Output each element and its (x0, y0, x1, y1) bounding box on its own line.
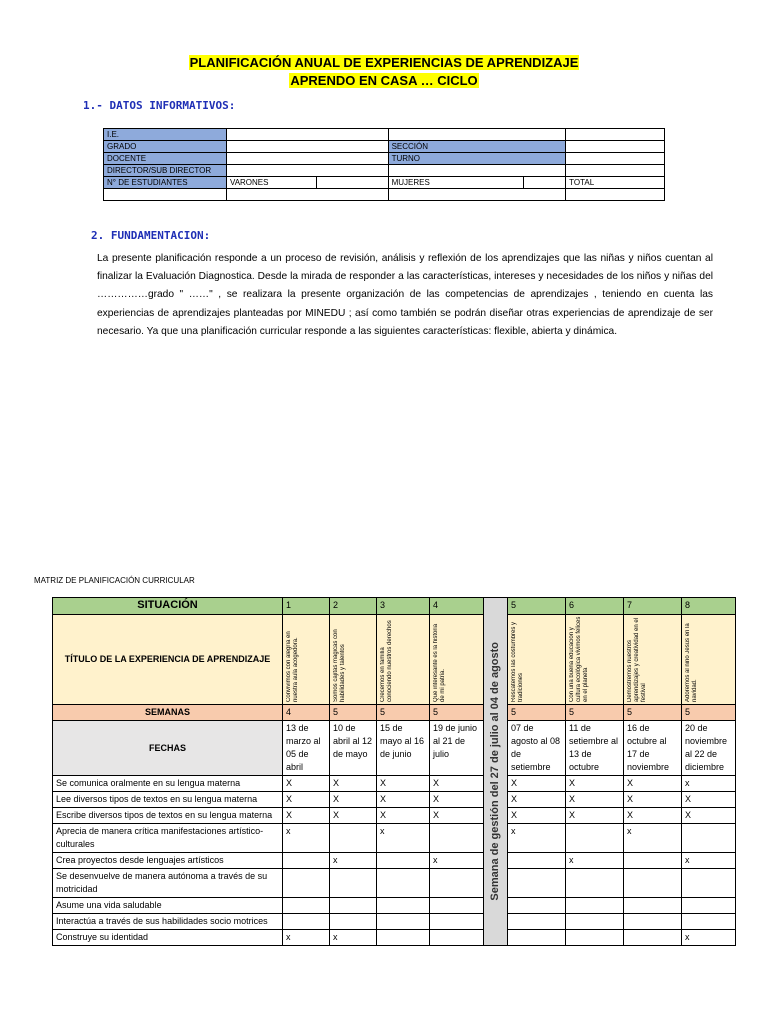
semanas-value: 5 (624, 705, 682, 721)
varones-label: VARONES (226, 177, 316, 189)
ie-value-3[interactable] (566, 129, 665, 141)
competencia-mark[interactable]: X (283, 776, 330, 792)
competencia-mark[interactable]: x (283, 930, 330, 946)
ie-label: I.E. (104, 129, 227, 141)
situacion-row (53, 598, 736, 615)
competencia-mark[interactable] (624, 914, 682, 930)
competencia-mark[interactable]: X (330, 792, 377, 808)
experience-number: 8 (682, 598, 736, 615)
fecha-value: 19 de junio al 21 de julio (430, 721, 484, 776)
competencia-mark[interactable]: X (430, 808, 484, 824)
experience-title-cell (377, 615, 430, 705)
competencia-mark[interactable] (508, 869, 566, 898)
fundamentacion-paragraph: La presente planificación responde a un proceso de revisión, análisis y reflexión de los aprendizajes que las niñas y niños cuentan al finalizar la Evaluación Diagnostica. Desde la mirada de responder a las características, intereses y necesidades de los niños y niñas del ……………grado " ……" , se realizara la presente organización de las competencias de aprendizajes , teniendo en cuenta las experiencias de aprendizajes planteadas por MINEDU ; así como también se podrán diseñar otras experiencias de aprendizaje de ser necesario. Ya que una planificación curricular responde a las siguientes características: flexible, abierta y dinámica. (97, 253, 713, 337)
curricular-matrix-table (52, 597, 736, 946)
competencia-mark[interactable]: x (508, 824, 566, 853)
situacion-label: SITUACIÓN (53, 598, 283, 615)
competencia-mark[interactable]: X (430, 776, 484, 792)
competencia-mark[interactable] (283, 898, 330, 914)
competencia-name: Aprecia de manera crítica manifestaciones artístico-culturales (53, 824, 283, 853)
semanas-value: 4 (283, 705, 330, 721)
experience-title: Con una buena educación y cultura ecológica vivimos felices en el planeta (569, 616, 589, 702)
competencia-mark[interactable]: X (624, 792, 682, 808)
experience-number: 3 (377, 598, 430, 615)
empty-cell (388, 189, 566, 201)
competencia-mark[interactable]: X (624, 776, 682, 792)
competencia-mark[interactable]: X (283, 808, 330, 824)
semanas-value: 5 (377, 705, 430, 721)
competencia-mark[interactable]: X (682, 808, 736, 824)
section-2-heading: 2. FUNDAMENTACION: (91, 229, 211, 242)
titulo-label-text: TÍTULO DE LA EXPERIENCIA DE APRENDIZAJE (64, 654, 271, 664)
director-value-3[interactable] (566, 165, 665, 177)
experience-title-cell (330, 615, 377, 705)
separator-wrap (484, 598, 507, 945)
section-1-heading: 1.- DATOS INFORMATIVOS: (83, 99, 236, 112)
titulo-row (53, 615, 736, 705)
competencia-name: Se comunica oralmente en su lengua materna (53, 776, 283, 792)
fecha-value: 10 de abril al 12 de mayo (330, 721, 377, 776)
estudiantes-label: N° DE ESTUDIANTES (104, 177, 227, 189)
competencia-mark[interactable] (377, 930, 430, 946)
competencia-mark[interactable]: X (682, 792, 736, 808)
semanas-value: 5 (430, 705, 484, 721)
competencia-name: Lee diversos tipos de textos en su lengua materna (53, 792, 283, 808)
docente-value[interactable] (226, 153, 388, 165)
competencia-mark[interactable]: x (682, 853, 736, 869)
experience-number: 4 (430, 598, 484, 615)
empty-cell (226, 189, 388, 201)
competencia-mark[interactable] (283, 914, 330, 930)
fecha-value: 20 de noviembre al 22 de diciembre (682, 721, 736, 776)
experience-title: Convivimos con alegría en nuestra aula acogedora. (286, 631, 299, 702)
competencia-mark[interactable] (508, 898, 566, 914)
competencia-mark[interactable] (430, 914, 484, 930)
grado-value[interactable] (226, 141, 388, 153)
experience-title-cell (430, 615, 484, 705)
semanas-value: 5 (330, 705, 377, 721)
turno-label: TURNO (388, 153, 566, 165)
competencia-mark[interactable] (566, 930, 624, 946)
semanas-row (53, 705, 736, 721)
title-line-2: APRENDO EN CASA … CICLO (290, 73, 478, 88)
competencia-mark[interactable] (508, 930, 566, 946)
competencia-mark[interactable]: x (682, 776, 736, 792)
competencia-mark[interactable] (682, 824, 736, 853)
datos-informativos-table (103, 128, 665, 201)
competencia-mark[interactable] (377, 914, 430, 930)
director-value-2[interactable] (388, 165, 566, 177)
director-label: DIRECTOR/SUB DIRECTOR (104, 165, 227, 177)
competencia-mark[interactable]: X (508, 792, 566, 808)
competencia-mark[interactable] (624, 930, 682, 946)
competencia-mark[interactable]: x (330, 930, 377, 946)
titulo-label (53, 615, 283, 705)
competencia-mark[interactable]: X (508, 776, 566, 792)
competencia-mark[interactable]: X (430, 792, 484, 808)
competencia-row (53, 869, 736, 898)
fecha-value: 16 de octubre al 17 de noviembre (624, 721, 682, 776)
competencia-mark[interactable] (682, 914, 736, 930)
title-line-1: PLANIFICACIÓN ANUAL DE EXPERIENCIAS DE APRENDIZAJE (189, 55, 579, 70)
experience-title-cell (283, 615, 330, 705)
experience-number: 1 (283, 598, 330, 615)
competencia-mark[interactable]: x (377, 824, 430, 853)
competencia-mark[interactable]: x (430, 853, 484, 869)
competencia-mark[interactable] (430, 930, 484, 946)
competencia-mark[interactable]: X (377, 808, 430, 824)
total-label: TOTAL (566, 177, 665, 189)
semanas-value: 5 (566, 705, 624, 721)
fecha-value: 13 de marzo al 05 de abril (283, 721, 330, 776)
competencia-name: Interactúa a través de sus habilidades socio motrices (53, 914, 283, 930)
experience-title: Somos cajitas mágicas con habilidades y talentos (333, 629, 346, 702)
grado-label: GRADO (104, 141, 227, 153)
competencia-mark[interactable] (330, 869, 377, 898)
fecha-value: 15 de mayo al 16 de junio (377, 721, 430, 776)
experience-title-cell (566, 615, 624, 705)
competencia-row (53, 808, 736, 824)
fecha-value: 07 de agosto al 08 de setiembre (508, 721, 566, 776)
competencia-mark[interactable]: x (330, 853, 377, 869)
competencia-mark[interactable]: X (508, 808, 566, 824)
competencia-mark[interactable] (624, 853, 682, 869)
experience-number: 2 (330, 598, 377, 615)
experience-number: 7 (624, 598, 682, 615)
varones-value[interactable] (316, 177, 388, 189)
empty-cell (566, 189, 665, 201)
competencia-mark[interactable] (508, 914, 566, 930)
competencia-row (53, 776, 736, 792)
fechas-label-text: FECHAS (148, 742, 186, 753)
semanas-value: 5 (508, 705, 566, 721)
competencia-mark[interactable] (566, 869, 624, 898)
competencia-mark[interactable]: x (566, 853, 624, 869)
empty-cell (104, 189, 227, 201)
competencia-mark[interactable]: X (377, 776, 430, 792)
competencia-mark[interactable] (682, 898, 736, 914)
fechas-row (53, 721, 736, 776)
competencia-mark[interactable] (682, 869, 736, 898)
seccion-label: SECCIÓN (388, 141, 566, 153)
competencia-mark[interactable] (624, 898, 682, 914)
competencia-mark[interactable]: X (283, 792, 330, 808)
competencia-mark[interactable] (566, 898, 624, 914)
competencia-mark[interactable] (330, 898, 377, 914)
competencia-mark[interactable]: X (566, 776, 624, 792)
experience-title: Demostremos nuestros aprendizajes y creatividad en el festival (627, 617, 647, 702)
competencia-mark[interactable] (377, 898, 430, 914)
ie-value[interactable] (226, 129, 388, 141)
fechas-label (53, 721, 283, 776)
competencia-mark[interactable]: x (283, 824, 330, 853)
competencia-row (53, 853, 736, 869)
competencia-mark[interactable] (377, 853, 430, 869)
competencia-mark[interactable] (566, 914, 624, 930)
seccion-value[interactable] (566, 141, 665, 153)
experience-title: Que interesante es la historia de mi patria. (433, 623, 446, 702)
competencia-mark[interactable] (377, 869, 430, 898)
director-value[interactable] (226, 165, 388, 177)
competencia-row (53, 792, 736, 808)
competencia-mark[interactable]: x (682, 930, 736, 946)
experience-title: Adoremos al niño Jesús en la navidad. (685, 623, 698, 702)
competencia-row (53, 824, 736, 853)
experience-title-cell (624, 615, 682, 705)
competencia-mark[interactable] (624, 869, 682, 898)
competencia-name: Construye su identidad (53, 930, 283, 946)
competencia-mark[interactable] (283, 853, 330, 869)
mujeres-label: MUJERES (388, 177, 524, 189)
competencia-mark[interactable]: X (566, 808, 624, 824)
ie-value-2[interactable] (388, 129, 566, 141)
competencia-name: Asume una vida saludable (53, 898, 283, 914)
competencia-mark[interactable] (566, 824, 624, 853)
competencia-mark[interactable]: X (330, 808, 377, 824)
experience-title-cell (508, 615, 566, 705)
competencia-mark[interactable]: X (624, 808, 682, 824)
separator-text: Semana de gestión del 27 de julio al 04 de agosto (489, 642, 501, 901)
competencia-mark[interactable]: X (566, 792, 624, 808)
turno-value[interactable] (566, 153, 665, 165)
competencia-name: Escribe diversos tipos de textos en su lengua materna (53, 808, 283, 824)
experience-title: Crecemos en familia conociendo nuestros derechos (380, 620, 393, 702)
competencia-mark[interactable] (330, 914, 377, 930)
mujeres-value[interactable] (524, 177, 566, 189)
competencia-mark[interactable]: x (624, 824, 682, 853)
competencia-row (53, 930, 736, 946)
competencia-name: Crea proyectos desde lenguajes artísticos (53, 853, 283, 869)
experience-title-cell (682, 615, 736, 705)
semanas-value: 5 (682, 705, 736, 721)
competencia-row (53, 898, 736, 914)
competencia-mark[interactable] (430, 898, 484, 914)
gestion-week-separator (484, 598, 508, 946)
experience-number: 6 (566, 598, 624, 615)
competencia-name: Se desenvuelve de manera autónoma a través de su motricidad (53, 869, 283, 898)
document-title (0, 54, 768, 90)
competencia-mark[interactable]: X (330, 776, 377, 792)
competencia-mark[interactable] (508, 853, 566, 869)
competencia-mark[interactable] (430, 824, 484, 853)
competencia-mark[interactable] (283, 869, 330, 898)
matrix-title: MATRIZ DE PLANIFICACIÓN CURRICULAR (34, 576, 195, 585)
experience-title: Rescatemos las costumbres y tradiciones (511, 621, 524, 702)
competencia-mark[interactable] (430, 869, 484, 898)
docente-label: DOCENTE (104, 153, 227, 165)
semanas-label: SEMANAS (53, 705, 283, 721)
competencia-mark[interactable]: X (377, 792, 430, 808)
experience-number: 5 (508, 598, 566, 615)
competencia-mark[interactable] (330, 824, 377, 853)
competencia-row (53, 914, 736, 930)
fecha-value: 11 de setiembre al 13 de octubre (566, 721, 624, 776)
